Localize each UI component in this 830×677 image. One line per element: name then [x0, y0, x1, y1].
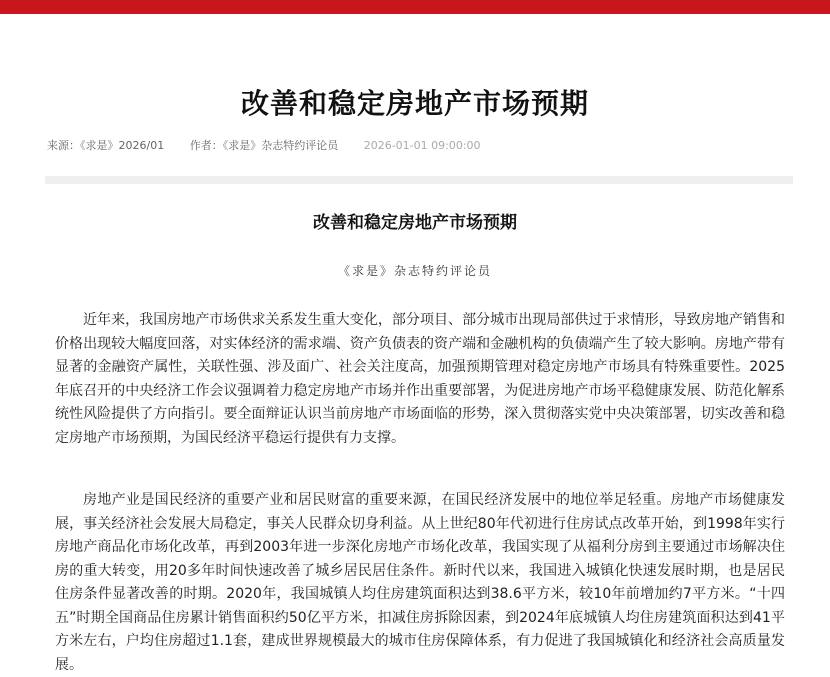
- article-meta: [47, 139, 481, 153]
- source-label: 来源：《求是》2026/01: [47, 139, 165, 152]
- body-paragraph-1: 近年来，我国房地产市场供求关系发生重大变化，部分项目、部分城市出现局部供过于求情形，导致房地产销售和价格出现较大幅度回落，对实体经济的需求端、资产负债表的资产端和金融机构的负债端产生了较大影响。房地产带有显著的金融资产属性，关联性强、涉及面广、社会关注度高，加强预期管理对稳定房地产市场具有特殊重要性。2025年底召开的中央经济工作会议强调着力稳定房地产市场并作出重要部署，为促进房地产市场平稳健康发展、防范化解系统性风险提供了方向指引。要全面辩证认识当前房地产市场面临的形势，深入贯彻落实党中央决策部署，切实改善和稳定房地产市场预期，为国民经济平稳运行提供有力支撑。: [55, 312, 785, 446]
- article-title: 改善和稳定房地产市场预期: [240, 87, 589, 120]
- body-paragraph-2: 房地产业是国民经济的重要产业和居民财富的重要来源，在国民经济发展中的地位举足轻重。房地产市场健康发展，事关经济社会发展大局稳定，事关人民群众切身利益。从上世纪80年代初进行住房试点改革开始，到1998年实行房地产商品化市场化改革，再到2003年进一步深化房地产市场化改革，我国实现了从福利分房到主要通过市场解决住房的重大转变，用20多年时间快速改善了城乡居民居住条件。新时代以来，我国进入城镇化快速发展时期，也是居民住房条件显著改善的时期。2020年，我国城镇人均住房建筑面积达到38.6平方米，较10年前增加约7平方米。“十四五”时期全国商品住房累计销售面积约50亿平方米，扣减住房拆除因素，到2024年底城镇人均住房建筑面积达到41平方米左右，户均住房超过1.1套，建成世界规模最大的城市住房保障体系，有力促进了我国城镇化和经济社会高质量发展。: [55, 492, 785, 673]
- section-divider: [45, 176, 793, 184]
- author-label: 作者：《求是》杂志特约评论员: [189, 139, 339, 152]
- top-red-bar: [0, 0, 830, 14]
- article-byline: 《求是》杂志特约评论员: [337, 264, 492, 278]
- publish-datetime: 2026-01-01 09:00:00: [363, 139, 481, 152]
- article-subtitle: 改善和稳定房地产市场预期: [313, 213, 517, 233]
